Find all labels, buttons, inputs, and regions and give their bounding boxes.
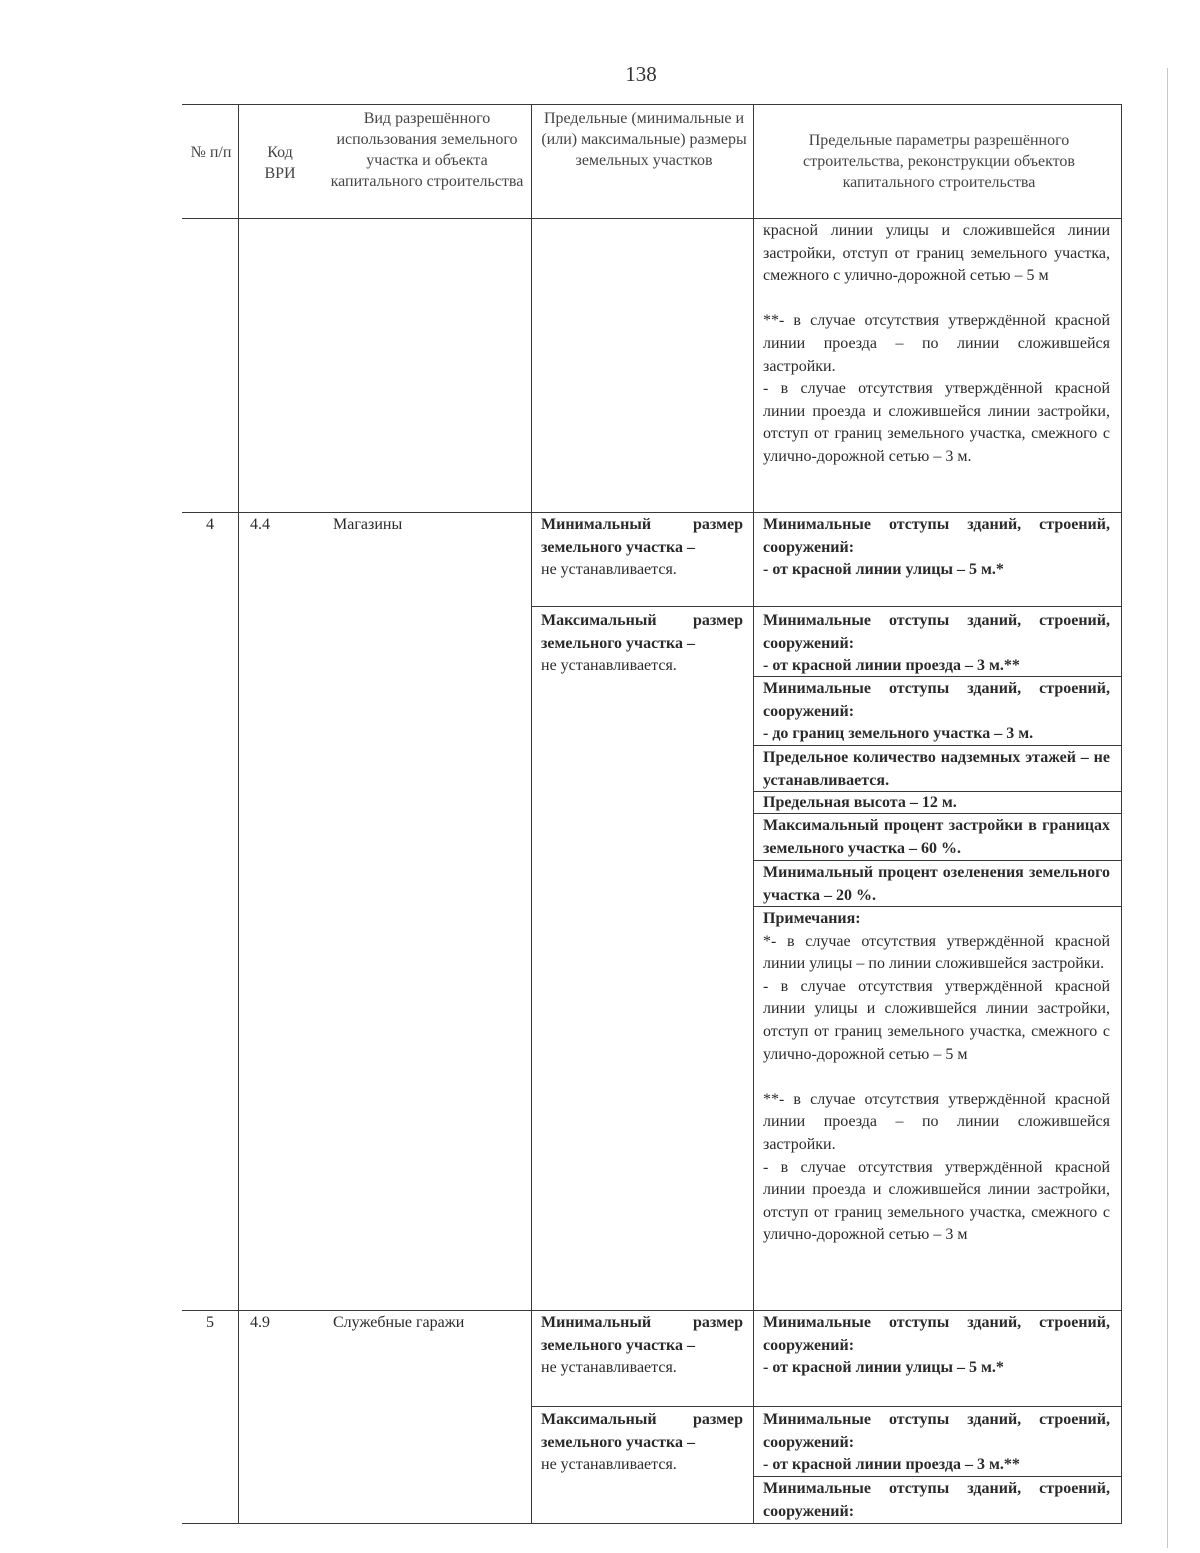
row4-setback-drive	[763, 610, 1110, 678]
row5-setback-drive	[763, 1409, 1110, 1477]
row4-notes-title: Примечания:	[763, 910, 861, 927]
row5-min-size	[541, 1312, 743, 1380]
row4-min-size-title: Минимальный размер земельного участка –	[541, 516, 743, 556]
row4-use-name: Магазины	[333, 516, 403, 533]
row5-setback-drive-title: Минимальные отступы зданий, строений, сооружений:	[763, 1411, 1110, 1451]
row5-setback-street-title: Минимальные отступы зданий, строений, сооружений:	[763, 1314, 1110, 1354]
row4-note-1a: *- в случае отсутствия утверждённой красной линии улицы – по линии сложившейся застройки.	[763, 932, 1110, 973]
header-col-use: Вид разрешённого использования земельного участка и объекта капитального строительства	[330, 110, 524, 190]
column-line-1	[238, 104, 239, 1524]
row4-coverage-limit: Максимальный процент застройки в границах земельного участка – 60 %.	[763, 817, 1110, 857]
row4-setback-street-value: - от красной линии улицы – 5 м.*	[763, 561, 1004, 579]
row5-code: 4.9	[250, 1314, 270, 1331]
page-number: 138	[625, 62, 657, 86]
row5-use-name: Служебные гаражи	[333, 1314, 465, 1331]
continuation-para-2a: **- в случае отсутствия утверждённой красной линии проезда – по линии сложившейся застройки.	[763, 312, 1110, 375]
continuation-para-2b: - в случае отсутствия утверждённой красной линии проезда и сложившейся линии застройки, отступ от границ земельного участка, смежного с улично-дорожной сетью – 3 м.	[763, 380, 1110, 465]
row4-number: 4	[206, 516, 214, 533]
row4-setback-border-value: - до границ земельного участка – 3 м.	[763, 725, 1034, 743]
row5-setback-border	[763, 1478, 1110, 1523]
row4-setback-border	[763, 678, 1110, 746]
scan-edge-line	[1167, 68, 1168, 1548]
row5-number: 5	[206, 1314, 214, 1331]
row5-min-size-value: не устанавливается.	[541, 1359, 677, 1377]
header-col-params: Предельные параметры разрешённого строительства, реконструкции объектов капитального строительства	[803, 132, 1075, 191]
column-line-2	[531, 104, 532, 1524]
row4-notes	[763, 908, 1110, 1247]
row4-min-size-value: не устанавливается.	[541, 561, 677, 579]
row5-max-size-title: Максимальный размер земельного участка –	[541, 1411, 743, 1451]
table-border-top	[182, 104, 1122, 105]
row5-setback-border-title: Минимальные отступы зданий, строений, сооружений:	[763, 1480, 1110, 1520]
row4-max-size	[541, 610, 743, 678]
row4-max-size-value: не устанавливается.	[541, 657, 677, 675]
row4-setback-border-title: Минимальные отступы зданий, строений, сооружений:	[763, 680, 1110, 720]
row5-min-size-title: Минимальный размер земельного участка –	[541, 1314, 743, 1354]
row5-setback-street	[763, 1312, 1110, 1380]
row4-size-divider	[531, 606, 1122, 607]
row4-setback-drive-title: Минимальные отступы зданий, строений, сооружений:	[763, 612, 1110, 652]
row4-height-limit: Предельная высота – 12 м.	[763, 794, 957, 811]
header-bottom-line	[182, 218, 1122, 219]
header-col-code: Код ВРИ	[264, 144, 296, 182]
row5-size-divider	[531, 1406, 1122, 1407]
header-col-sizes: Предельные (минимальные и (или) максимальные) размеры земельных участков	[541, 110, 747, 169]
row-divider-4	[182, 512, 1122, 513]
row4-note-2a: **- в случае отсутствия утверждённой красной линии проезда – по линии сложившейся застройки.	[763, 1090, 1110, 1153]
row5-setback-street-value: - от красной линии улицы – 5 м.*	[763, 1359, 1004, 1377]
row5-max-size	[541, 1409, 743, 1477]
row-divider-5	[182, 1310, 1122, 1311]
header-col-no: № п/п	[190, 144, 232, 161]
continuation-params	[763, 220, 1110, 469]
row4-setback-street-title: Минимальные отступы зданий, строений, сооружений:	[763, 516, 1110, 556]
row4-setback-drive-value: - от красной линии проезда – 3 м.**	[763, 657, 1020, 675]
column-line-3	[753, 104, 754, 1524]
row4-greening-limit: Минимальный процент озеленения земельного участка – 20 %.	[763, 864, 1110, 904]
row5-max-size-value: не устанавливается.	[541, 1456, 677, 1474]
row4-max-size-title: Максимальный размер земельного участка –	[541, 612, 743, 652]
row4-min-size	[541, 514, 743, 582]
row4-note-1b: - в случае отсутствия утверждённой красной линии улицы и сложившейся линии застройки, отступ от границ земельного участка, смежного с улично-дорожной сетью – 5 м	[763, 977, 1110, 1063]
regulations-table	[182, 104, 1122, 1524]
row4-code: 4.4	[250, 516, 270, 533]
continuation-para-1: красной линии улицы и сложившейся линии застройки, отступ от границ земельного участка, смежного с улично-дорожной сетью – 5 м	[763, 222, 1110, 285]
table-border-right	[1121, 104, 1122, 1524]
row4-setback-street	[763, 514, 1110, 582]
row5-setback-drive-value: - от красной линии проезда – 3 м.**	[763, 1456, 1020, 1474]
row4-note-2b: - в случае отсутствия утверждённой красной линии проезда и сложившейся линии застройки, отступ от границ земельного участка, смежного с улично-дорожной сетью – 3 м	[763, 1158, 1110, 1244]
row4-floors-limit: Предельное количество надземных этажей – не устанавливается.	[763, 749, 1110, 789]
